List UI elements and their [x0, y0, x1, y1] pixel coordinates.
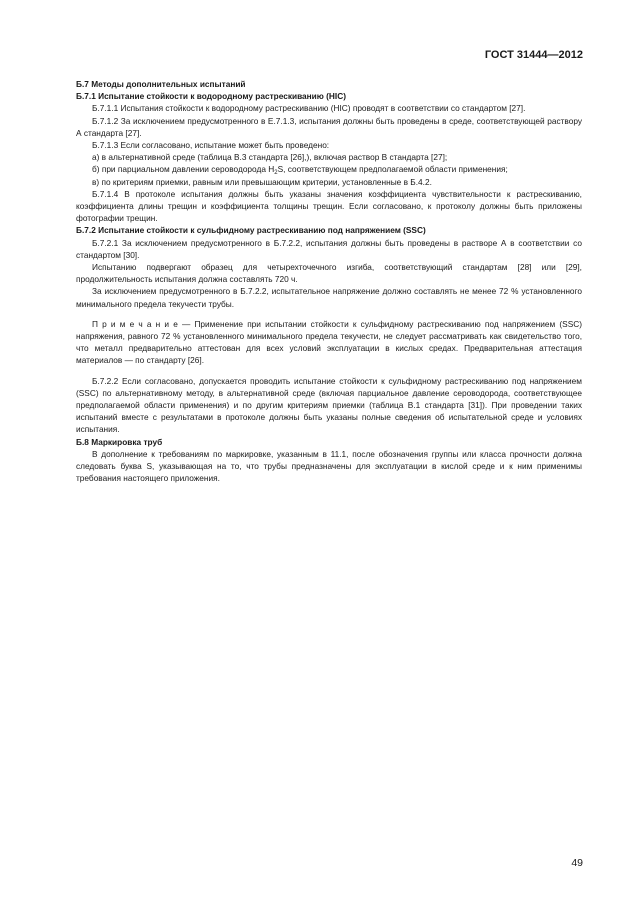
section-b8-title: Б.8 Маркировка труб [76, 436, 163, 447]
list-item-b-text: б) при парциальном давлении сероводорода H [92, 164, 275, 175]
section-b71-title: Б.7.1 Испытание стойкости к водородному растрескиванию (HIC) [76, 91, 346, 102]
list-item-c: в) по критериям приемки, равным или превышающим критерии, установленные в Б.4.2. [92, 176, 432, 187]
note [76, 318, 582, 367]
note-text: — Применение при испытании стойкости к сульфидному растрескиванию под напряжением (SSC) напряжения, равного 72 % установленного минимального предела текучести, не следует рассматривать как свидетельство того, что металл предварительно аттестован для всех условий эксплуатации в кислых средах. Предварительная аттестация материалов — по стандарту [26]. [76, 318, 583, 366]
paragraph-b721: Б.7.2.1 За исключением предусмотренного в Б.7.2.2, испытания должны быть проведены в растворе А в соответствии со стандартом [30]. [76, 237, 582, 260]
list-item-b-text-end: S, соответствующем предполагаемой области применения; [277, 164, 508, 175]
section-b72-title: Б.7.2 Испытание стойкости к сульфидному растрескиванию под напряжением (SSC) [76, 225, 426, 236]
document-body [76, 78, 582, 485]
section-b7-title: Б.7 Методы дополнительных испытаний [76, 79, 246, 89]
note-label: П р и м е ч а н и е [92, 318, 178, 329]
list-item-a: а) в альтернативной среде (таблица В.3 стандарта [26],), включая раствор В стандарта [27]; [92, 152, 448, 163]
subscript: 2 [274, 170, 278, 177]
paragraph-b8: В дополнение к требованиям по маркировке, указанным в 11.1, после обозначения группы или класса прочности должна следовать буква S, указывающая на то, что трубы предназначены для эксплуатации в кислой среде и к ним применимы требования настоящего приложения. [76, 448, 582, 484]
paragraph-b712: Б.7.1.2 За исключением предусмотренного в Е.7.1.3, испытания должны быть проведены в среде, соответствующей раствору А стандарта [27]. [76, 115, 582, 138]
list-item-b [76, 163, 582, 175]
paragraph-b711: Б.7.1.1 Испытания стойкости к водородному растрескиванию (HIC) проводят в соответствии со стандартом [27]. [92, 103, 526, 114]
paragraph-b721-3: За исключением предусмотренного в Б.7.2.2, испытательное напряжение должно составлять не менее 72 % установленного минимального предела текучести трубы. [76, 286, 582, 309]
paragraph-b714: Б.7.1.4 В протоколе испытания должны быть указаны значения коэффициента чувствительности к растрескиванию, коэффициента длины трещин и коэффициента толщины трещин. Если согласовано, к протоколу должны быть приложены фотографии трещин. [76, 188, 582, 224]
page-number: 49 [571, 857, 583, 869]
paragraph-b722: Б.7.2.2 Если согласовано, допускается проводить испытание стойкости к сульфидному растрескиванию под напряжением (SSC) по альтернативному методу, в альтернативной среде (включая парциальное давление сероводорода, соответствующее предполагаемой области применения) и по другим критериям приемки (таблица В.1 стандарта [31]). При проведении таких испытаний вместе с результатами в протоколе должны быть указаны полные сведения об испытательной среде и условиях испытания. [76, 375, 582, 435]
paragraph-b721-2: Испытанию подвергают образец для четырехточечного изгиба, соответствующий стандартам [28] или [29], продолжительность испытания должна составлять 720 ч. [76, 262, 582, 285]
paragraph-b713: Б.7.1.3 Если согласовано, испытание может быть проведено: [92, 140, 330, 151]
document-code: ГОСТ 31444—2012 [484, 49, 583, 61]
